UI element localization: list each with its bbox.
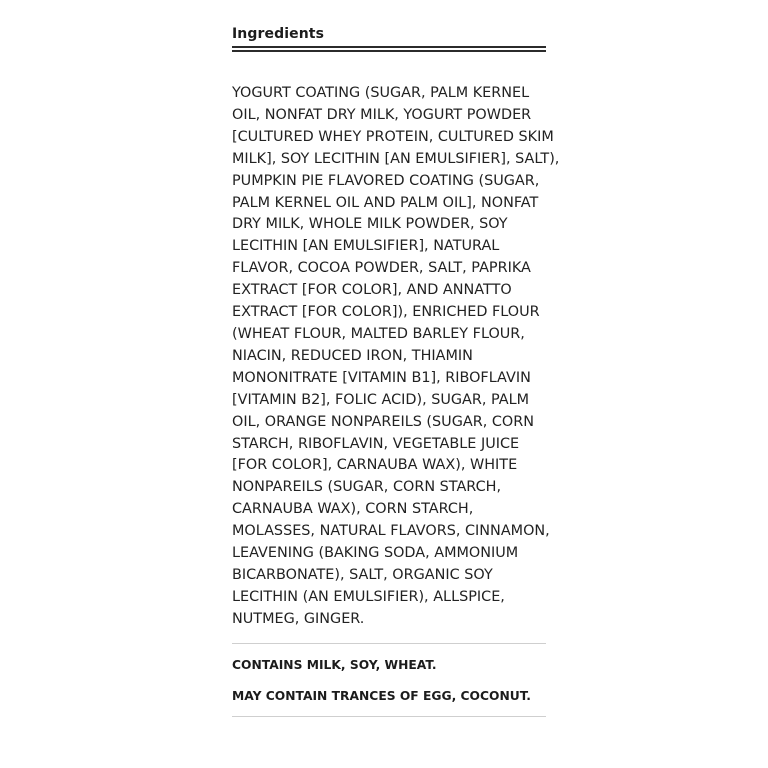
section-title: Ingredients <box>232 26 325 42</box>
ingredients-line: [VITAMIN B2], FOLIC ACID), SUGAR, PALM <box>232 391 530 408</box>
divider-line <box>232 643 546 644</box>
may-contain-allergens: MAY CONTAIN TRANCES OF EGG, COCONUT. <box>232 688 531 703</box>
ingredients-line: EXTRACT [FOR COLOR], AND ANNATTO <box>232 282 512 299</box>
ingredients-line: MONONITRATE [VITAMIN B1], RIBOFLAVIN <box>232 369 531 386</box>
title-double-divider <box>232 46 546 52</box>
divider-line <box>232 716 546 717</box>
ingredients-line: OIL, NONFAT DRY MILK, YOGURT POWDER <box>232 106 532 123</box>
ingredients-line: [FOR COLOR], CARNAUBA WAX), WHITE <box>232 457 518 474</box>
ingredients-line: DRY MILK, WHOLE MILK POWDER, SOY <box>232 216 508 233</box>
ingredients-line: NIACIN, REDUCED IRON, THIAMIN <box>232 347 473 364</box>
ingredients-line: MOLASSES, NATURAL FLAVORS, CINNAMON, <box>232 523 550 540</box>
ingredients-line: (WHEAT FLOUR, MALTED BARLEY FLOUR, <box>232 325 525 342</box>
ingredients-line: LECITHIN [AN EMULSIFIER], NATURAL <box>232 238 500 255</box>
ingredients-line: MILK], SOY LECITHIN [AN EMULSIFIER], SALT), <box>232 150 560 167</box>
ingredients-line: NUTMEG, GINGER. <box>232 610 365 627</box>
ingredients-line: FLAVOR, COCOA POWDER, SALT, PAPRIKA <box>232 260 531 277</box>
ingredients-line: PALM KERNEL OIL AND PALM OIL], NONFAT <box>232 194 539 211</box>
ingredients-line: BICARBONATE), SALT, ORGANIC SOY <box>232 566 493 583</box>
ingredients-line: EXTRACT [FOR COLOR]), ENRICHED FLOUR <box>232 304 540 321</box>
ingredients-line: LEAVENING (BAKING SODA, AMMONIUM <box>232 545 519 562</box>
ingredients-text <box>232 83 560 631</box>
ingredients-line: CARNAUBA WAX), CORN STARCH, <box>232 501 474 518</box>
contains-allergens: CONTAINS MILK, SOY, WHEAT. <box>232 657 437 672</box>
ingredients-line: NONPAREILS (SUGAR, CORN STARCH, <box>232 479 502 496</box>
ingredients-panel <box>232 24 560 717</box>
ingredients-line: OIL, ORANGE NONPAREILS (SUGAR, CORN <box>232 413 534 430</box>
ingredients-line: YOGURT COATING (SUGAR, PALM KERNEL <box>232 85 530 101</box>
ingredients-line: PUMPKIN PIE FLAVORED COATING (SUGAR, <box>232 172 540 189</box>
ingredients-line: [CULTURED WHEY PROTEIN, CULTURED SKIM <box>232 128 554 145</box>
ingredients-line: STARCH, RIBOFLAVIN, VEGETABLE JUICE <box>232 435 520 452</box>
ingredients-line: LECITHIN (AN EMULSIFIER), ALLSPICE, <box>232 588 505 605</box>
